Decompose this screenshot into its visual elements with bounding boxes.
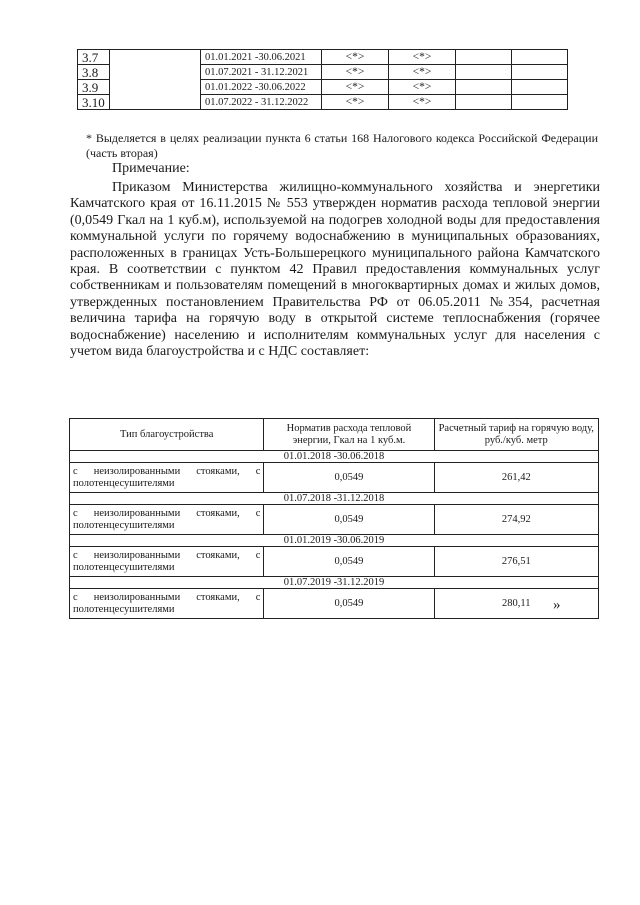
period-row xyxy=(70,577,599,589)
row-number: 3.7 xyxy=(78,50,110,65)
value-cell: <*> xyxy=(389,50,456,65)
period-cell: 01.01.2022 -30.06.2022 xyxy=(201,80,322,95)
header-price: Расчетный тариф на горячую воду, руб./куб. метр xyxy=(434,419,598,451)
merged-empty-cell xyxy=(110,50,201,110)
note-label: Примечание: xyxy=(112,161,190,176)
header-type: Тип благоустройства xyxy=(70,419,264,451)
period-row xyxy=(70,535,599,547)
row-number: 3.9 xyxy=(78,80,110,95)
period-row xyxy=(70,451,599,463)
price-cell: 274,92 xyxy=(434,505,598,535)
type-cell: с неизолированными стояками, с полотенцесушителями xyxy=(70,547,264,577)
value-cell: <*> xyxy=(322,80,389,95)
tariff-table xyxy=(69,418,599,619)
period-cell: 01.01.2021 -30.06.2021 xyxy=(201,50,322,65)
empty-cell xyxy=(512,80,568,95)
header-row xyxy=(70,419,599,451)
norm-cell: 0,0549 xyxy=(264,589,434,619)
empty-cell xyxy=(456,65,512,80)
type-cell: с неизолированными стояками, с полотенцесушителями xyxy=(70,589,264,619)
table-row xyxy=(70,505,599,535)
value-cell: <*> xyxy=(389,65,456,80)
period-row xyxy=(70,493,599,505)
period-cell: 01.07.2022 - 31.12.2022 xyxy=(201,95,322,110)
closing-quote: » xyxy=(553,597,561,613)
footnote: * Выделяется в целях реализации пункта 6 статьи 168 Налогового кодекса Российской Федерации (часть вторая) xyxy=(86,131,598,160)
value-cell: <*> xyxy=(322,65,389,80)
period-cell: 01.07.2021 - 31.12.2021 xyxy=(201,65,322,80)
period-label: 01.01.2019 -30.06.2019 xyxy=(70,535,599,547)
period-label: 01.07.2019 -31.12.2019 xyxy=(70,577,599,589)
period-label: 01.01.2018 -30.06.2018 xyxy=(70,451,599,463)
price-cell: 280,11 xyxy=(434,589,598,619)
norm-cell: 0,0549 xyxy=(264,463,434,493)
empty-cell xyxy=(512,50,568,65)
value-cell: <*> xyxy=(389,80,456,95)
top-table xyxy=(77,49,568,110)
norm-cell: 0,0549 xyxy=(264,547,434,577)
value-cell: <*> xyxy=(389,95,456,110)
type-cell: с неизолированными стояками, с полотенцесушителями xyxy=(70,463,264,493)
price-cell: 261,42 xyxy=(434,463,598,493)
empty-cell xyxy=(512,65,568,80)
value-cell: <*> xyxy=(322,95,389,110)
empty-cell xyxy=(456,95,512,110)
price-cell: 276,51 xyxy=(434,547,598,577)
type-cell: с неизолированными стояками, с полотенцесушителями xyxy=(70,505,264,535)
empty-cell xyxy=(456,50,512,65)
norm-cell: 0,0549 xyxy=(264,505,434,535)
main-paragraph: Приказом Министерства жилищно-коммунального хозяйства и энергетики Камчатского края от 16.11.2015 № 553 утвержден норматив расхода тепловой энергии (0,0549 Гкал на 1 куб.м), используемой на подогрев холодной воды для предоставления коммунальной услуги по горячему водоснабжению в муниципальных образованиях, расположенных в границах Усть-Большерецкого муниципального района Камчатского края. В соответствии с пунктом 42 Правил предоставления коммунальных услуг собственникам и пользователям помещений в многоквартирных домах и жилых домов, утвержденных постановлением Правительства РФ от 06.05.2011 №354, расчетная величина тарифа на горячую воду в открытой системе теплоснабжения (горячее водоснабжение) населению и исполнителям коммунальных услуг для населения с учетом вида благоустройства и с НДС составляет: xyxy=(70,180,600,360)
table-row xyxy=(78,50,568,65)
table-row xyxy=(70,547,599,577)
header-norm: Норматив расхода тепловой энергии, Гкал на 1 куб.м. xyxy=(264,419,434,451)
period-label: 01.07.2018 -31.12.2018 xyxy=(70,493,599,505)
row-number: 3.10 xyxy=(78,95,110,110)
value-cell: <*> xyxy=(322,50,389,65)
table-row xyxy=(70,463,599,493)
table-row xyxy=(70,589,599,619)
empty-cell xyxy=(456,80,512,95)
row-number: 3.8 xyxy=(78,65,110,80)
empty-cell xyxy=(512,95,568,110)
